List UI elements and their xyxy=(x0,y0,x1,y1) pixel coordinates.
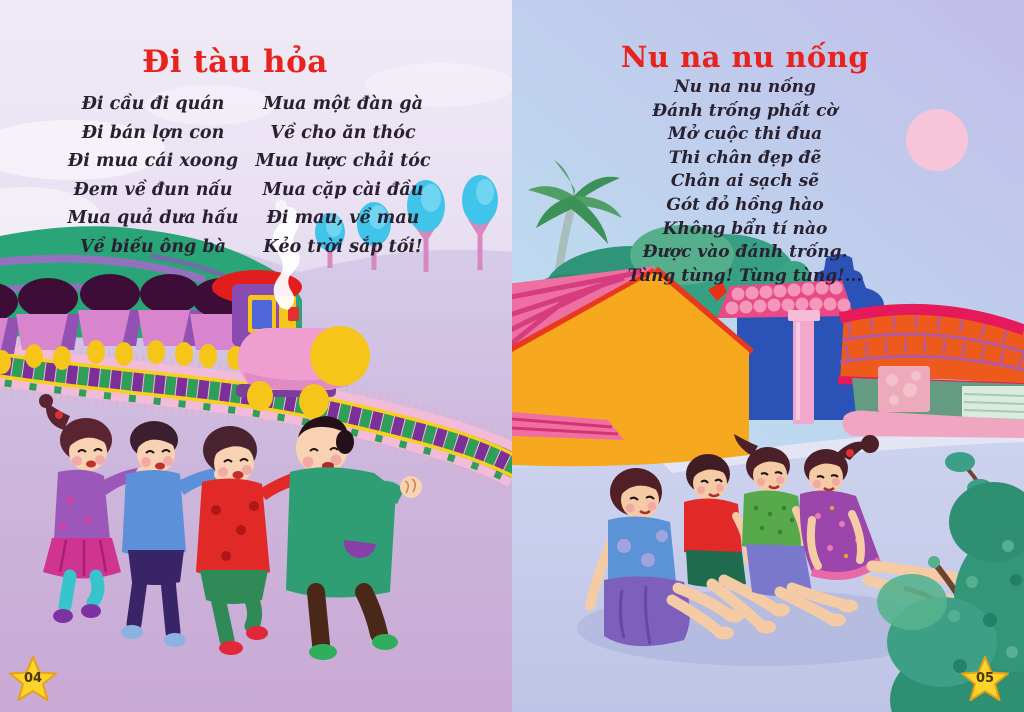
poem-title-right: Nu na nu nống xyxy=(620,40,870,74)
verse-line: Đi cầu đi quán xyxy=(81,94,225,114)
page-number: 04 xyxy=(23,671,43,686)
verse-line: Đi bán lợn con xyxy=(81,122,225,143)
verse-line: Về biếu ông bà xyxy=(80,236,226,257)
verse-line: Được vào đánh trống. xyxy=(642,242,848,263)
verse-line: Gót đỏ hồng hào xyxy=(666,194,824,215)
verse-line: Mua một đàn gà xyxy=(263,94,423,114)
poem-title-left: Đi tàu hỏa xyxy=(142,44,328,80)
verse-line: Đi mua cái xoong xyxy=(67,151,239,171)
verse-line: Thi chân đẹp đẽ xyxy=(668,147,822,168)
verse-line: Mở cuộc thi đua xyxy=(667,124,823,145)
tile-roof-house xyxy=(838,308,1024,438)
page-right xyxy=(512,0,1024,712)
verse-line: Về cho ăn thóc xyxy=(270,122,416,143)
verse-line: Tùng tùng! Tùng tùng!... xyxy=(627,265,863,286)
verse-columns-left xyxy=(58,90,438,261)
verse-line: Đem về đun nấu xyxy=(73,179,233,200)
verse-column-2 xyxy=(248,90,438,261)
page-number: 05 xyxy=(975,671,995,686)
verse-line: Mua cặp cài đầu xyxy=(262,179,424,200)
verse-block-right xyxy=(512,76,978,288)
verse-line: Mua quả dưa hấu xyxy=(67,208,239,228)
verse-line: Chân ai sạch sẽ xyxy=(670,171,820,192)
page-number-star-left xyxy=(8,655,58,703)
verse-line: Kẻo trời sắp tối! xyxy=(263,236,423,257)
verse-line: Mua lược chải tóc xyxy=(255,151,431,171)
verse-line: Đi mau, về mau xyxy=(266,208,420,228)
verse-column-1 xyxy=(58,90,248,261)
verse-line: Nu na nu nống xyxy=(674,77,816,97)
page-number-star-right xyxy=(960,655,1010,703)
verse-line: Không bẩn tí nào xyxy=(662,218,828,239)
verse-line: Đánh trống phất cờ xyxy=(652,100,838,121)
